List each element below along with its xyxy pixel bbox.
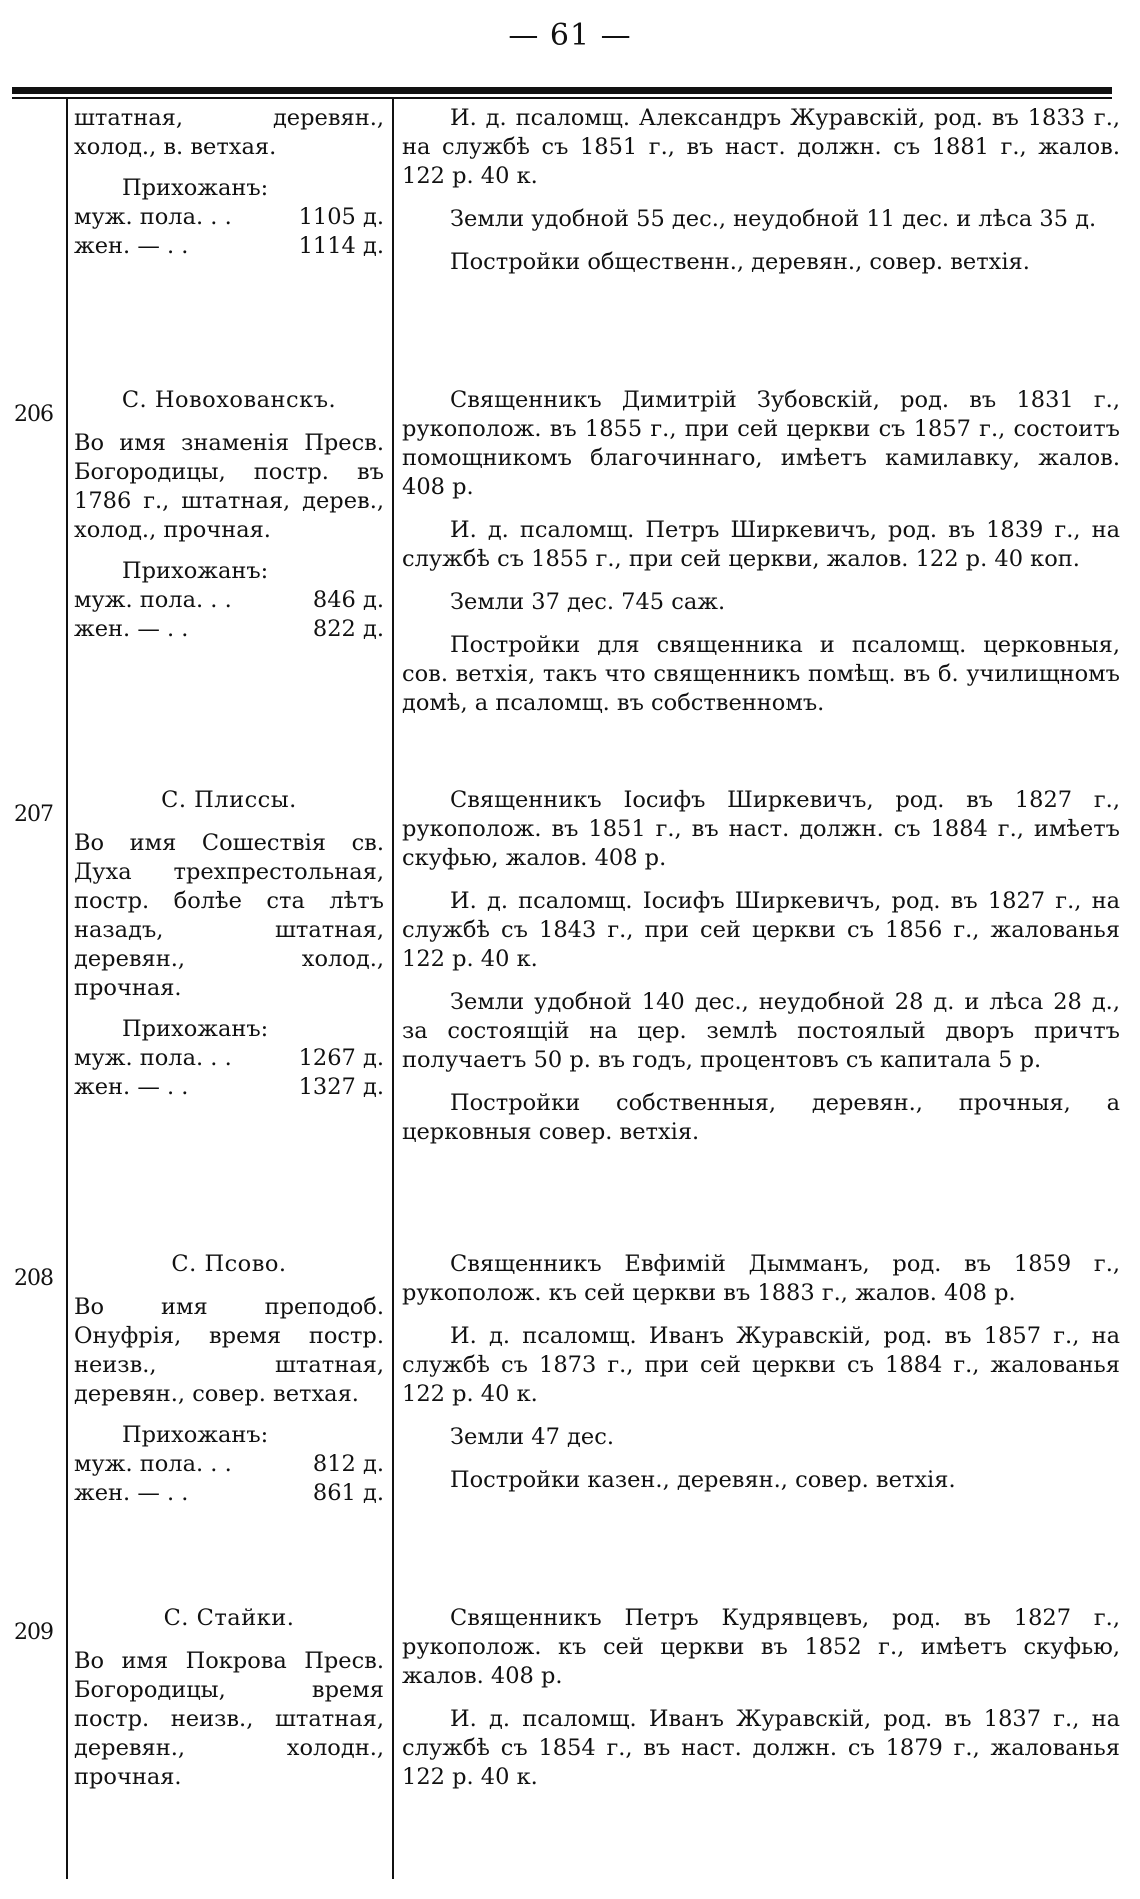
female-count-row <box>74 232 384 261</box>
entry-right-column <box>402 1250 1120 1509</box>
paragraph: И. д. псаломщ. Іосифъ Ширкевичъ, род. въ 1827 г., на службѣ съ 1843 г., при сей церкви съ 1856 г., жалованья 122 р. 40 к. <box>402 888 1120 972</box>
paragraph: Священникъ Димитрій Зубовскій, род. въ 1831 г., рукополож. въ 1855 г., при сей церкви съ 1857 г., состоитъ помощникомъ благочиннаго, имѣетъ камилавку, жалов. 408 р. <box>402 387 1120 500</box>
male-count-row <box>74 203 384 232</box>
village-name: С. Новохованскъ. <box>121 387 337 413</box>
entry-number: 207 <box>14 802 53 827</box>
entry-left-column <box>74 386 384 644</box>
paragraph: Священникъ Евфимій Дымманъ, род. въ 1859 г., рукополож. къ сей церкви въ 1883 г., жалов. 408 р. <box>402 1251 1120 1306</box>
paragraph: И. д. псаломщ. Иванъ Журавскій, род. въ 1837 г., на службѣ съ 1854 г., въ наст. должн. съ 1879 г., жалованья 122 р. 40 к. <box>402 1706 1120 1790</box>
female-value: 822 д. <box>312 616 384 642</box>
male-count-row <box>74 1044 384 1073</box>
female-value: 1114 д. <box>298 233 384 259</box>
entry-left-column <box>74 1250 384 1508</box>
header-rule-thin <box>12 97 1112 99</box>
female-label: жен. — . . <box>74 616 189 642</box>
entry-right-column <box>402 104 1120 291</box>
parishioners-title: Прихожанъ: <box>122 1422 269 1448</box>
entry-right-column <box>402 386 1120 732</box>
church-description: Во имя преподоб. Онуфрія, время постр. неизв., штатная, деревян., совер. ветхая. <box>74 1294 384 1407</box>
village-name: С. Плиссы. <box>161 787 297 813</box>
female-count-row <box>74 1479 384 1508</box>
entry-right-column <box>402 786 1120 1161</box>
paragraph: Священникъ Петръ Кудрявцевъ, род. въ 1827 г., рукополож. къ сей церкви въ 1852 г., имѣетъ скуфью, жалов. 408 р. <box>402 1605 1120 1689</box>
church-description: Во имя Покрова Пресв. Богородицы, время постр. неизв., штатная, деревян., холодн., прочная. <box>74 1648 384 1790</box>
male-label: муж. пола. . . <box>74 204 232 230</box>
village-name: С. Псово. <box>171 1251 287 1277</box>
church-description: Во имя знаменія Пресв. Богородицы, постр. въ 1786 г., штатная, дерев., холод., прочная. <box>74 430 384 543</box>
parishioners-title: Прихожанъ: <box>122 1016 269 1042</box>
entry-right-column <box>402 1604 1120 1806</box>
paragraph: Постройки казен., деревян., совер. ветхія. <box>450 1467 956 1493</box>
village-name: С. Стайки. <box>163 1605 295 1631</box>
entry-left-column <box>74 104 384 261</box>
paragraph: Земли 47 дес. <box>450 1424 614 1450</box>
paragraph: Земли удобной 55 дес., неудобной 11 дес. и лѣса 35 д. <box>450 206 1097 232</box>
entry-left-column <box>74 786 384 1102</box>
paragraph: Земли удобной 140 дес., неудобной 28 д. и лѣса 28 д., за состоящій на цер. землѣ постоялый дворъ причтъ получаетъ 50 р. въ годъ, процентовъ съ капитала 5 р. <box>402 989 1120 1073</box>
male-count-row <box>74 586 384 615</box>
female-count-row <box>74 1073 384 1102</box>
male-label: муж. пола. . . <box>74 587 232 613</box>
paragraph: И. д. псаломщ. Александръ Журавскій, род. въ 1833 г., на службѣ съ 1851 г., въ наст. должн. съ 1881 г., жалов. 122 р. 40 к. <box>402 105 1120 189</box>
parishioners-title: Прихожанъ: <box>122 175 269 201</box>
church-description: штатная, деревян., холод., в. ветхая. <box>74 105 384 160</box>
header-rule <box>12 87 1112 94</box>
column-divider-middle <box>392 99 394 1879</box>
church-description: Во имя Сошествія св. Духа трехпрестольная, постр. болѣе ста лѣтъ назадъ, штатная, деревян., холод., прочная. <box>74 830 384 1001</box>
female-label: жен. — . . <box>74 1074 189 1100</box>
female-value: 861 д. <box>312 1480 384 1506</box>
entry-number: 209 <box>14 1620 53 1645</box>
paragraph: Постройки общественн., деревян., совер. ветхія. <box>450 249 1030 275</box>
column-divider-left <box>66 99 68 1879</box>
male-label: муж. пола. . . <box>74 1045 232 1071</box>
entry-number: 206 <box>14 402 53 427</box>
female-value: 1327 д. <box>298 1074 384 1100</box>
paragraph: И. д. псаломщ. Петръ Ширкевичъ, род. въ 1839 г., на службѣ съ 1855 г., при сей церкви, жалов. 122 р. 40 коп. <box>402 517 1120 572</box>
paragraph: Земли 37 дес. 745 саж. <box>450 589 726 615</box>
female-label: жен. — . . <box>74 233 189 259</box>
paragraph: Постройки собственныя, деревян., прочныя, а церковныя совер. ветхія. <box>402 1090 1120 1145</box>
female-label: жен. — . . <box>74 1480 189 1506</box>
male-value: 812 д. <box>312 1451 384 1477</box>
entry-left-column <box>74 1604 384 1792</box>
male-value: 1105 д. <box>298 204 384 230</box>
paragraph: Постройки для священника и псаломщ. церковныя, сов. ветхія, такъ что священникъ помѣщ. въ б. училищномъ домѣ, а псаломщ. въ собственномъ. <box>402 632 1120 716</box>
paragraph: И. д. псаломщ. Иванъ Журавскій, род. въ 1857 г., на службѣ съ 1873 г., при сей церкви съ 1884 г., жалованья 122 р. 40 к. <box>402 1323 1120 1407</box>
male-label: муж. пола. . . <box>74 1451 232 1477</box>
paragraph: Священникъ Іосифъ Ширкевичъ, род. въ 1827 г., рукополож. въ 1851 г., въ наст. должн. съ 1884 г., имѣетъ скуфью, жалов. 408 р. <box>402 787 1120 871</box>
parishioners-title: Прихожанъ: <box>122 558 269 584</box>
entry-number: 208 <box>14 1266 53 1291</box>
male-value: 846 д. <box>312 587 384 613</box>
male-count-row <box>74 1450 384 1479</box>
female-count-row <box>74 615 384 644</box>
male-value: 1267 д. <box>298 1045 384 1071</box>
page-number: — 61 — <box>508 18 632 53</box>
